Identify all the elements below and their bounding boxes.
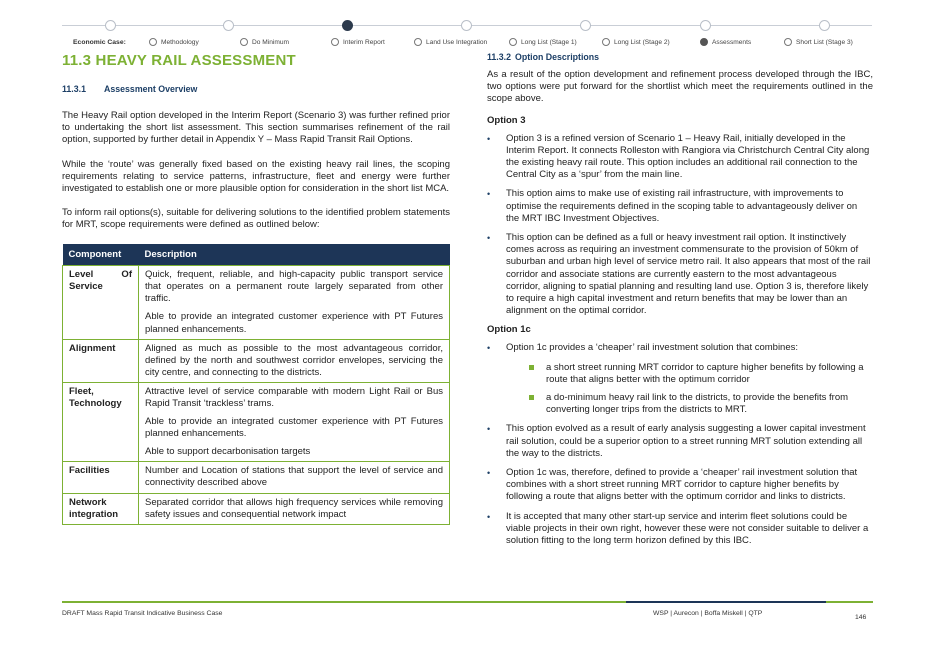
component-cell: Fleet, Technology	[63, 382, 139, 461]
subsection-heading	[62, 84, 450, 94]
stage-assessments[interactable]: Assessments	[700, 38, 751, 46]
option-3-list	[487, 133, 873, 318]
option-1c-list	[487, 342, 873, 547]
list-item: • Option 1c was, therefore, defined to provide a ‘cheaper’ rail investment solution that combines with a short street running MRT corridor to capture higher benefits by following a route that aligns better with the optimum corridor and links to districts.	[487, 467, 873, 504]
option-3-heading: Option 3	[487, 114, 526, 126]
circle-icon	[509, 38, 517, 46]
list-item: • This option aims to make use of existing rail infrastructure, with improvements to optimise the requirements defined in the scoping table to advantageously deliver on the MRT IBC Investment Objectives.	[487, 188, 873, 225]
sublist-item: a short street running MRT corridor to capture higher benefits by following a route that aligns better with the optimum corridor	[528, 362, 873, 386]
table-row	[63, 382, 450, 461]
list-item-text: Option 1c provides a ‘cheaper’ rail investment solution that combines:	[506, 342, 799, 354]
component-cell: Network integration	[63, 493, 139, 524]
table-header-row	[63, 244, 450, 266]
stage-land-use-integration[interactable]: Land Use Integration	[414, 38, 487, 46]
table-row	[63, 462, 450, 493]
column-header-component: Component	[63, 244, 139, 266]
list-item: • This option can be defined as a full or heavy investment rail option. It instinctively comes across as requiring an investment commensurate to the provision of 50km of suburban and urban high level of service metro rail. It also appears that most of the rail corridor and associate stations are currently eastern to the most advantageous corridor, aligning to spatial planning and resulting land use. Option 3 is, therefore likely to require a high capital investment and return benefits that may be lower than an alignment on the optimal corridor.	[487, 232, 873, 317]
subsection-number: 11.3.1	[62, 84, 86, 94]
component-cell: Alignment	[63, 339, 139, 382]
table-row	[63, 493, 450, 524]
stage-dot-assessments[interactable]	[819, 20, 830, 31]
list-item	[487, 342, 873, 416]
component-cell: Level Of Service	[63, 266, 139, 339]
subsection-number: 11.3.2	[487, 52, 511, 62]
description-cell	[139, 493, 450, 524]
circle-icon	[240, 38, 248, 46]
circle-icon	[602, 38, 610, 46]
table-row	[63, 266, 450, 339]
stage-labels	[62, 38, 872, 52]
circle-icon	[784, 38, 792, 46]
footer-divider-accent	[626, 601, 826, 603]
footer-authors: WSP | Aurecon | Boffa Miskell | QTP	[653, 610, 763, 617]
right-column	[487, 52, 873, 554]
description-cell	[139, 339, 450, 382]
stage-dot-long-list-1[interactable]	[580, 20, 591, 31]
description-text: Able to provide an integrated customer experience with PT Futures planned enhancements.	[145, 311, 443, 335]
stage-dot-long-list-2[interactable]	[700, 20, 711, 31]
description-text: Quick, frequent, reliable, and high-capacity public transport service that operates on a permanent route largely separated from other traffic.	[145, 269, 443, 305]
list-item: • This option evolved as a result of early analysis suggesting a lower capital investment rail solution, could be a superior option to a street running MRT solution extending all the way to the districts.	[487, 423, 873, 460]
stage-dot-methodology[interactable]	[105, 20, 116, 31]
paragraph: While the ‘route’ was generally fixed based on the existing heavy rail lines, the scoping requirements relating to service patterns, infrastructure, fleet and energy were further investigated to establish one or more plausible option for consideration in the short list MCA.	[62, 158, 450, 195]
table-row	[63, 339, 450, 382]
description-text: Able to provide an integrated customer experience with PT Futures planned enhancements.	[145, 416, 443, 440]
progress-tracker	[62, 14, 872, 54]
stage-long-list-2[interactable]: Long List (Stage 2)	[602, 38, 670, 46]
stage-interim-report[interactable]: Interim Report	[331, 38, 385, 46]
footer-document-title: DRAFT Mass Rapid Transit Indicative Business Case	[62, 610, 223, 617]
page-number: 146	[855, 614, 867, 621]
list-item: • It is accepted that many other start-up service and interim fleet solutions could be viable projects in their own right, however these were not consider suitable to deliver a solution fitting to the long term horizon defined by this IBC.	[487, 511, 873, 548]
component-cell: Facilities	[63, 462, 139, 493]
option-1c-heading: Option 1c	[487, 324, 531, 336]
description-text: Separated corridor that allows high frequency services while removing safety issues and consequential network impact	[145, 496, 443, 520]
stage-dot-interim-report[interactable]	[342, 20, 353, 31]
sublist-item: a do-minimum heavy rail link to the districts, to provide the benefits from converting longer trips from the districts to MRT.	[528, 392, 873, 416]
stage-short-list-3[interactable]: Short List (Stage 3)	[784, 38, 853, 46]
option-1c-sublist	[528, 362, 873, 417]
section-title: 11.3 HEAVY RAIL ASSESSMENT	[62, 52, 296, 69]
description-cell	[139, 266, 450, 339]
economic-case-label: Economic Case:	[73, 39, 126, 46]
stage-methodology[interactable]: Methodology	[149, 38, 199, 46]
circle-icon	[331, 38, 339, 46]
description-cell	[139, 382, 450, 461]
filled-circle-icon	[700, 38, 708, 46]
subsection-title: Assessment Overview	[104, 84, 198, 94]
stage-long-list-1[interactable]: Long List (Stage 1)	[509, 38, 577, 46]
paragraph: The Heavy Rail option developed in the Interim Report (Scenario 3) was further refined prior to undertaking the short list assessment. This section summarises refinement of the rail option, supported by further detail in Appendix Y – Mass Rapid Transit Rail Options.	[62, 110, 450, 146]
subsection-title: Option Descriptions	[515, 52, 600, 62]
scope-requirements-table	[62, 244, 450, 525]
intro-paragraph: As a result of the option development and refinement process developed through the IBC, two options were put forward for the shortlist which meet the requirements outlined in the scope above.	[487, 69, 873, 105]
description-cell	[139, 462, 450, 493]
left-column	[62, 52, 450, 525]
stage-dot-do-minimum[interactable]	[223, 20, 234, 31]
description-text: Able to support decarbonisation targets	[145, 446, 311, 458]
list-item: • Option 3 is a refined version of Scenario 1 – Heavy Rail, initially developed in the Interim Report. It connects Rolleston with Rangiora via Christchurch Central City along the existing heavy rail route. This option includes an additional rail connection to the Central City as a ‘spur’ from the main line.	[487, 133, 873, 182]
description-text: Aligned as much as possible to the most advantageous corridor, defined by the north and southwest corridor envelopes, servicing the city centre, and connecting to the districts.	[145, 342, 443, 378]
subsection-heading	[487, 52, 873, 62]
circle-icon	[414, 38, 422, 46]
description-text: Number and Location of stations that support the level of service and connectivity described above	[145, 465, 443, 489]
column-header-description: Description	[139, 244, 450, 266]
paragraph: To inform rail options(s), suitable for delivering solutions to the identified problem statements for MRT, scope requirements were defined as outlined below:	[62, 207, 450, 231]
stage-do-minimum[interactable]: Do Minimum	[240, 38, 289, 46]
stage-dot-land-use[interactable]	[461, 20, 472, 31]
circle-icon	[149, 38, 157, 46]
description-text: Attractive level of service comparable with modern Light Rail or Bus Rapid Transit ‘trackless’ trams.	[145, 385, 443, 409]
